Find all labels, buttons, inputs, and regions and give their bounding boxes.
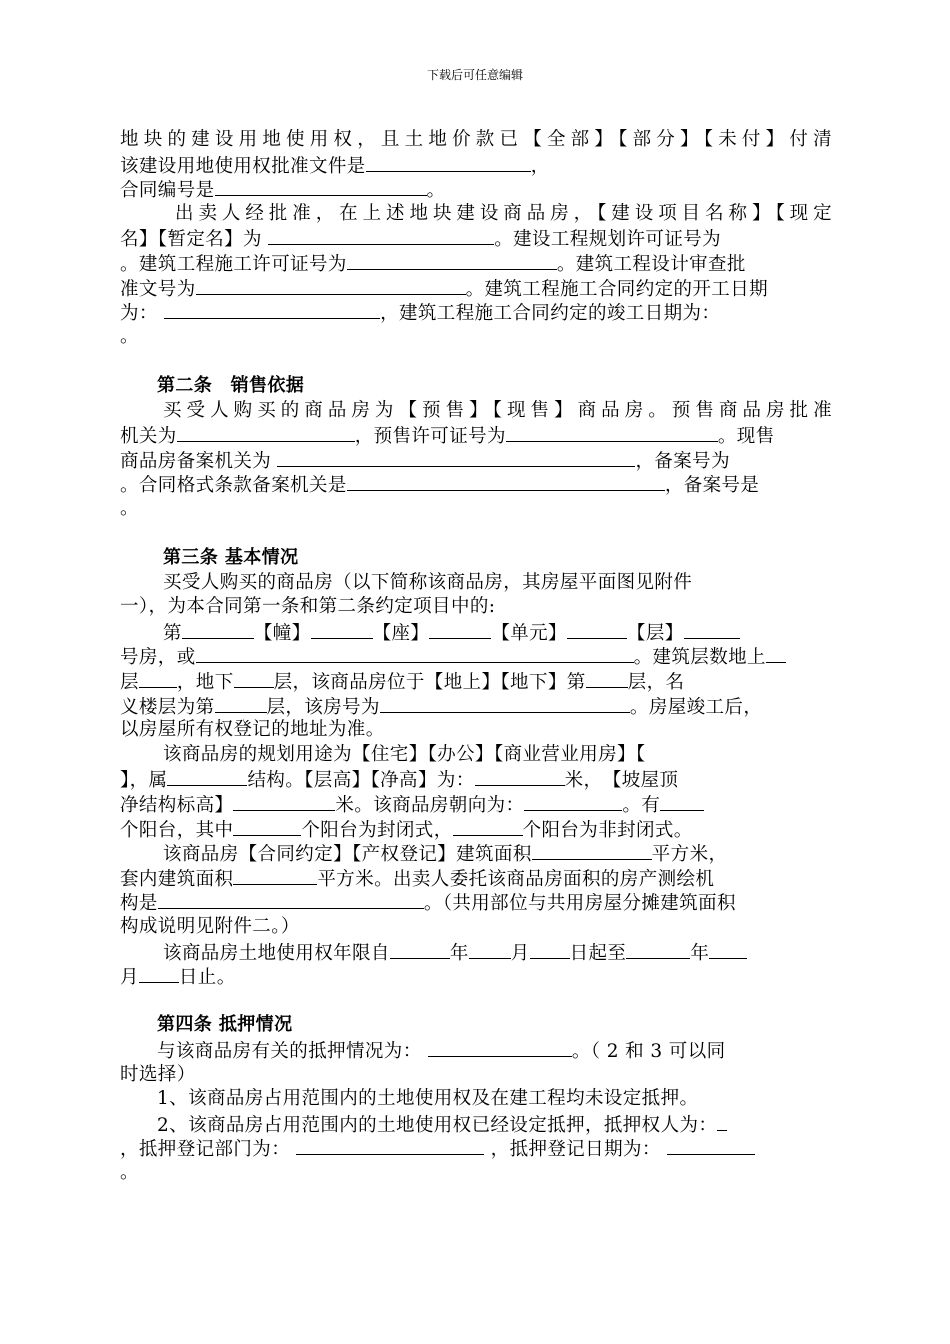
blank-field[interactable] xyxy=(268,226,494,245)
text-line: 买受人购买的商品房为【预售】【现售】商品房。预售商品房批准 xyxy=(163,399,832,421)
text-line: 第 【幢】 【座】 【单元】 【层】 xyxy=(120,620,832,645)
blank-field[interactable] xyxy=(182,620,254,639)
text-line: 构是 。（共用部位与共用房屋分摊建筑面积 xyxy=(120,890,832,915)
text-line: 。合同格式条款备案机关是 ，备案号是 xyxy=(120,472,832,497)
blank-field[interactable] xyxy=(196,276,466,295)
blank-field[interactable] xyxy=(167,767,247,786)
blank-field[interactable] xyxy=(177,423,355,442)
text-line: 义楼层为第 层，该房号为 。房屋竣工后， xyxy=(120,694,832,719)
text-line: 该建设用地使用权批准文件是 ， xyxy=(120,153,832,178)
section-heading: 第四条 抵押情况 xyxy=(157,1014,293,1036)
blank-field[interactable] xyxy=(429,620,491,639)
blank-field[interactable] xyxy=(532,841,652,860)
text-line: 1、该商品房占用范围内的土地使用权及在建工程均未设定抵押。 xyxy=(157,1088,699,1110)
text-line: 该商品房【合同约定】【产权登记】建筑面积 平方米， xyxy=(120,841,832,866)
blank-field[interactable] xyxy=(684,620,740,639)
blank-field[interactable] xyxy=(139,669,177,688)
blank-field[interactable] xyxy=(586,669,628,688)
text-line: 号房，或 。建筑层数地上 xyxy=(120,644,832,669)
blank-field[interactable] xyxy=(296,1136,484,1155)
text-line: 该商品房土地使用权年限自 年 月 日起至 年 xyxy=(120,940,832,965)
blank-field[interactable] xyxy=(380,694,630,713)
blank-field[interactable] xyxy=(469,940,511,959)
text-line: 层 ，地下 层，该商品房位于【地上】【地下】第 层，名 xyxy=(120,669,832,694)
blank-field[interactable] xyxy=(660,792,704,811)
text-line: 为： ，建筑工程施工合同约定的竣工日期为： xyxy=(120,300,832,325)
blank-field[interactable] xyxy=(234,669,274,688)
text-line: 。 xyxy=(120,325,139,347)
text-line: 个阳台，其中 个阳台为封闭式， 个阳台为非封闭式。 xyxy=(120,817,832,842)
blank-field[interactable] xyxy=(390,940,450,959)
text-line: 以房屋所有权登记的地址为准。 xyxy=(120,719,385,741)
blank-field[interactable] xyxy=(475,767,565,786)
text-line: 买受人购买的商品房（以下简称该商品房，其房屋平面图见附件 xyxy=(163,571,693,593)
blank-field[interactable] xyxy=(626,940,690,959)
blank-field[interactable] xyxy=(366,153,531,172)
text-line: 。建筑工程施工许可证号为 。建筑工程设计审查批 xyxy=(120,251,832,276)
blank-field[interactable] xyxy=(453,817,523,836)
page-header: 下载后可任意编辑 xyxy=(426,68,523,82)
blank-field[interactable] xyxy=(347,251,557,270)
blank-field[interactable] xyxy=(428,1038,572,1057)
blank-field[interactable] xyxy=(667,1136,755,1155)
blank-field[interactable] xyxy=(506,423,718,442)
text-line: 机关为 ，预售许可证号为 。现售 xyxy=(120,423,832,448)
text-line: 出卖人经批准，在上述地块建设商品房，【建设项目名称】【现定 xyxy=(175,202,832,224)
text-line: 地块的建设用地使用权，且土地价款已【全部】【部分】【未付】付清 xyxy=(120,129,832,150)
blank-field[interactable] xyxy=(215,694,267,713)
text-line: 该商品房的规划用途为【住宅】【办公】【商业营业用房】【 xyxy=(163,743,646,765)
blank-field[interactable] xyxy=(233,817,301,836)
blank-field[interactable] xyxy=(215,177,427,196)
text-line: 时选择） xyxy=(120,1063,196,1085)
blank-field[interactable] xyxy=(233,792,335,811)
blank-field[interactable] xyxy=(524,792,622,811)
text-line: 】，属 结构。【层高】【净高】为： 米， 【坡屋顶 xyxy=(120,767,832,792)
blank-field[interactable] xyxy=(311,620,373,639)
blank-field[interactable] xyxy=(164,300,380,319)
text-line: 净结构标高】 米。该商品房朝向为： 。有 xyxy=(120,792,832,817)
blank-field[interactable] xyxy=(277,448,635,467)
section-heading: 第二条 销售依据 xyxy=(157,374,305,396)
blank-field[interactable] xyxy=(766,644,786,663)
text-line: 准文号为 。建筑工程施工合同约定的开工日期 xyxy=(120,276,832,301)
text-line: ，抵押登记部门为： ，抵押登记日期为： xyxy=(120,1136,832,1161)
text-line: 套内建筑面积 平方米。出卖人委托该商品房面积的房产测绘机 xyxy=(120,866,832,891)
text-line: 合同编号是 。 xyxy=(120,177,832,202)
blank-field[interactable] xyxy=(196,644,634,663)
blank-field[interactable] xyxy=(347,472,665,491)
blank-field[interactable] xyxy=(717,1112,727,1131)
text-line: 与该商品房有关的抵押情况为： 。（ 2 和 3 可以同 xyxy=(120,1038,832,1063)
text-line: 2、该商品房占用范围内的土地使用权已经设定抵押，抵押权人为： xyxy=(120,1112,832,1137)
blank-field[interactable] xyxy=(709,940,747,959)
blank-field[interactable] xyxy=(139,964,179,983)
blank-field[interactable] xyxy=(530,940,570,959)
contract-body xyxy=(120,128,832,1186)
blank-field[interactable] xyxy=(158,890,424,909)
text-line: 。 xyxy=(120,1161,139,1183)
blank-field[interactable] xyxy=(233,866,317,885)
text-line: 构成说明见附件二。） xyxy=(120,916,300,937)
text-line: 。 xyxy=(120,497,139,519)
section-heading: 第三条 基本情况 xyxy=(163,547,299,569)
text-line: 名】【暂定名】为 。建设工程规划许可证号为 xyxy=(120,226,832,251)
text-line: 商品房备案机关为 ，备案号为 xyxy=(120,448,832,473)
blank-field[interactable] xyxy=(567,620,627,639)
text-line: 一），为本合同第一条和第二条约定项目中的: xyxy=(120,596,496,618)
text-line: 月 日止。 xyxy=(120,964,832,989)
